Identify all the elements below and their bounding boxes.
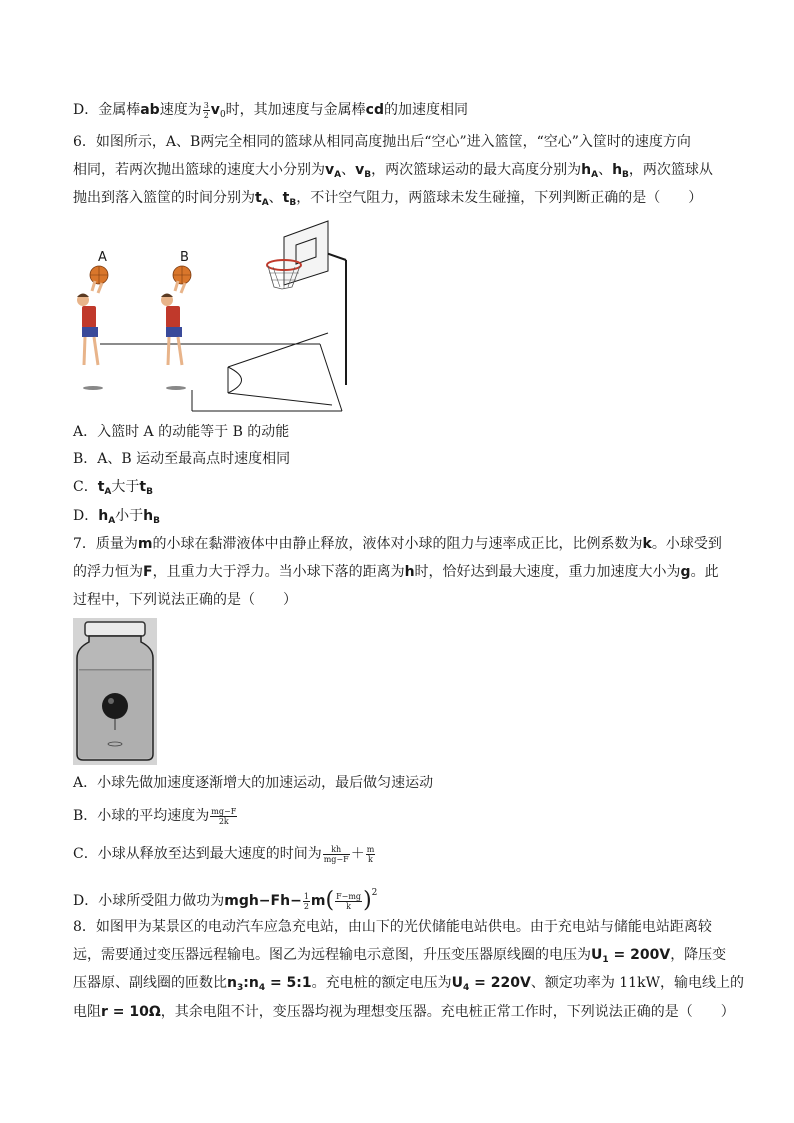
var-t: t bbox=[282, 190, 290, 206]
text: 、 bbox=[341, 162, 356, 178]
var-v: v bbox=[325, 162, 335, 178]
q8-stem-line1: 8．如图甲为某景区的电动汽车应急充电站，由山下的光伏储能电站供电。由于充电站与储能电站距离较 bbox=[73, 919, 712, 935]
subscript: B bbox=[289, 198, 297, 208]
var-g: g bbox=[680, 564, 691, 580]
label-a: A bbox=[98, 250, 107, 265]
subscript: B bbox=[146, 487, 153, 497]
var-cd: cd bbox=[365, 102, 384, 118]
value: = 5:1 bbox=[265, 975, 312, 991]
fraction bbox=[203, 101, 210, 120]
fraction bbox=[210, 807, 237, 826]
var-v: v bbox=[210, 102, 220, 118]
text: 的小球在黏滞液体中由静止释放，液体对小球的阻力与速率成正比，比例系数为 bbox=[152, 536, 643, 552]
text: 。充电桩的额定电压为 bbox=[311, 975, 452, 991]
q8-stem-line2 bbox=[73, 944, 726, 971]
paren: ( bbox=[325, 888, 335, 913]
text: ，其余电阻不计，变压器均视为理想变压器。充电桩正常工作时，下列说法正确的是（ ） bbox=[160, 1004, 735, 1020]
subscript: A bbox=[104, 487, 112, 497]
denominator: 2k bbox=[218, 816, 229, 826]
text: 的加速度相同 bbox=[384, 102, 468, 118]
paren: ) bbox=[363, 888, 372, 913]
text: 大于 bbox=[111, 479, 140, 495]
var-k: k bbox=[642, 536, 652, 552]
var-m: m bbox=[137, 536, 153, 552]
text: B．小球的平均速度为 bbox=[73, 808, 210, 824]
subscript: A bbox=[261, 198, 269, 208]
q6-option-b[interactable]: B．A、B 运动至最高点时速度相同 bbox=[73, 451, 291, 467]
var-t: t bbox=[255, 190, 262, 206]
text: 。此 bbox=[690, 564, 719, 580]
ball-icon bbox=[102, 693, 128, 719]
subscript: A bbox=[591, 170, 599, 180]
exponent: 2 bbox=[371, 888, 378, 898]
q7-option-c[interactable] bbox=[73, 843, 376, 865]
text: 时，恰好达到最大速度，重力加速度大小为 bbox=[414, 564, 681, 580]
denominator: 2 bbox=[303, 901, 309, 911]
expression: mgh−Fh− bbox=[224, 893, 302, 909]
player-b bbox=[161, 266, 191, 390]
text: 电阻 bbox=[73, 1004, 101, 1020]
subscript: 4 bbox=[463, 983, 470, 993]
text: C． bbox=[73, 479, 98, 495]
var-h: h bbox=[581, 162, 592, 178]
var-n: n bbox=[248, 975, 259, 991]
q6-stem-line3 bbox=[73, 187, 702, 214]
text: : bbox=[243, 975, 249, 991]
label-b: B bbox=[180, 250, 189, 265]
var-U: U bbox=[451, 975, 464, 991]
q6-option-c[interactable] bbox=[73, 476, 153, 503]
subscript: 0 bbox=[219, 110, 226, 120]
q6-stem-line1: 6．如图所示，A、B两完全相同的篮球从相同高度抛出后“空心”进入篮筐，“空心”入筐时的速度方向 bbox=[73, 134, 691, 150]
text: ，且重力大于浮力。当小球下落的距离为 bbox=[152, 564, 405, 580]
denominator: 2 bbox=[203, 110, 209, 120]
numerator: m bbox=[366, 844, 375, 854]
var-m: m bbox=[310, 893, 326, 909]
player-a bbox=[77, 266, 108, 390]
var-n: n bbox=[227, 975, 237, 991]
text: ，降压变 bbox=[670, 947, 727, 963]
numerator: kh bbox=[323, 845, 350, 855]
denominator: mg−F bbox=[323, 854, 349, 864]
q6-option-a[interactable]: A．入篮时 A 的动能等于 B 的动能 bbox=[73, 424, 290, 440]
var-h: h bbox=[404, 564, 415, 580]
text: 的浮力恒为 bbox=[73, 564, 143, 580]
subscript: B bbox=[153, 516, 161, 526]
text: 。小球受到 bbox=[651, 536, 722, 552]
text: 抛出到落入篮筐的时间分别为 bbox=[73, 190, 255, 206]
q8-stem-line3 bbox=[73, 972, 744, 999]
text: D．小球所受阻力做功为 bbox=[73, 893, 225, 909]
q7-option-a[interactable]: A．小球先做加速度逐渐增大的加速运动，最后做匀速运动 bbox=[73, 775, 434, 791]
text: 、 bbox=[268, 190, 283, 206]
var-t: t bbox=[97, 479, 105, 495]
numerator: mg−F bbox=[211, 806, 237, 816]
text: 速度为 bbox=[159, 102, 202, 118]
numerator: 1 bbox=[303, 891, 309, 901]
q6-stem-line2 bbox=[73, 159, 713, 186]
q7-option-b[interactable] bbox=[73, 805, 238, 827]
q6-option-d[interactable] bbox=[73, 505, 160, 532]
q5-option-d[interactable] bbox=[73, 99, 468, 126]
q7-stem-line2 bbox=[73, 561, 719, 583]
var-U: U bbox=[591, 947, 603, 963]
fraction bbox=[303, 892, 310, 911]
var-F: F bbox=[143, 564, 153, 580]
text: ，两次篮球运动的最大高度分别为 bbox=[371, 162, 582, 178]
fraction bbox=[323, 845, 350, 864]
text: 、 bbox=[598, 162, 613, 178]
var-ab: ab bbox=[140, 102, 160, 118]
numerator: 3 bbox=[203, 100, 209, 110]
subscript: 3 bbox=[236, 983, 244, 993]
subscript: B bbox=[622, 170, 629, 180]
q7-stem-line3: 过程中，下列说法正确的是（ ） bbox=[73, 592, 297, 608]
jar-figure bbox=[73, 618, 157, 765]
q7-option-d[interactable] bbox=[73, 882, 377, 912]
value: = 200V bbox=[608, 947, 671, 963]
basketball-figure bbox=[70, 215, 360, 415]
subscript: A bbox=[108, 516, 116, 526]
fraction bbox=[335, 892, 362, 911]
subscript: A bbox=[334, 170, 342, 180]
value: = 220V bbox=[469, 975, 531, 991]
var-h: h bbox=[98, 508, 109, 524]
text: 时，其加速度与金属棒 bbox=[225, 102, 366, 118]
text: 相同，若两次抛出篮球的速度大小分别为 bbox=[73, 162, 325, 178]
denominator: k bbox=[368, 854, 373, 864]
denominator: k bbox=[346, 901, 351, 911]
var-t: t bbox=[139, 479, 147, 495]
subscript: 1 bbox=[602, 955, 609, 965]
var-h: h bbox=[612, 162, 623, 178]
subscript: B bbox=[364, 170, 372, 180]
subscript: 4 bbox=[258, 983, 266, 993]
q8-stem-line4 bbox=[73, 1001, 735, 1023]
text: 远，需要通过变压器远程输电。图乙为远程输电示意图，升压变压器原线圈的电压为 bbox=[73, 947, 591, 963]
var-h: h bbox=[143, 508, 154, 524]
numerator: F−mg bbox=[336, 891, 362, 901]
text: D．金属棒 bbox=[73, 102, 141, 118]
text: D． bbox=[73, 508, 99, 524]
text: 7．质量为 bbox=[73, 536, 138, 552]
var-v: v bbox=[355, 162, 365, 178]
fraction bbox=[366, 845, 376, 864]
text: 压器原、副线圈的匝数比 bbox=[73, 975, 227, 991]
basketball-hoop bbox=[267, 221, 328, 289]
text: ，两次篮球从 bbox=[628, 162, 713, 178]
text: C．小球从释放至达到最大速度的时间为 bbox=[73, 846, 322, 862]
q7-stem-line1 bbox=[73, 533, 722, 555]
text: ，不计空气阻力，两篮球未发生碰撞，下列判断正确的是（ ） bbox=[296, 190, 703, 206]
text: 、额定功率为 11kW，输电线上的 bbox=[530, 975, 744, 991]
text: ＋ bbox=[350, 846, 365, 862]
text: 小于 bbox=[115, 508, 144, 524]
var-r: r = 10Ω bbox=[101, 1004, 161, 1020]
